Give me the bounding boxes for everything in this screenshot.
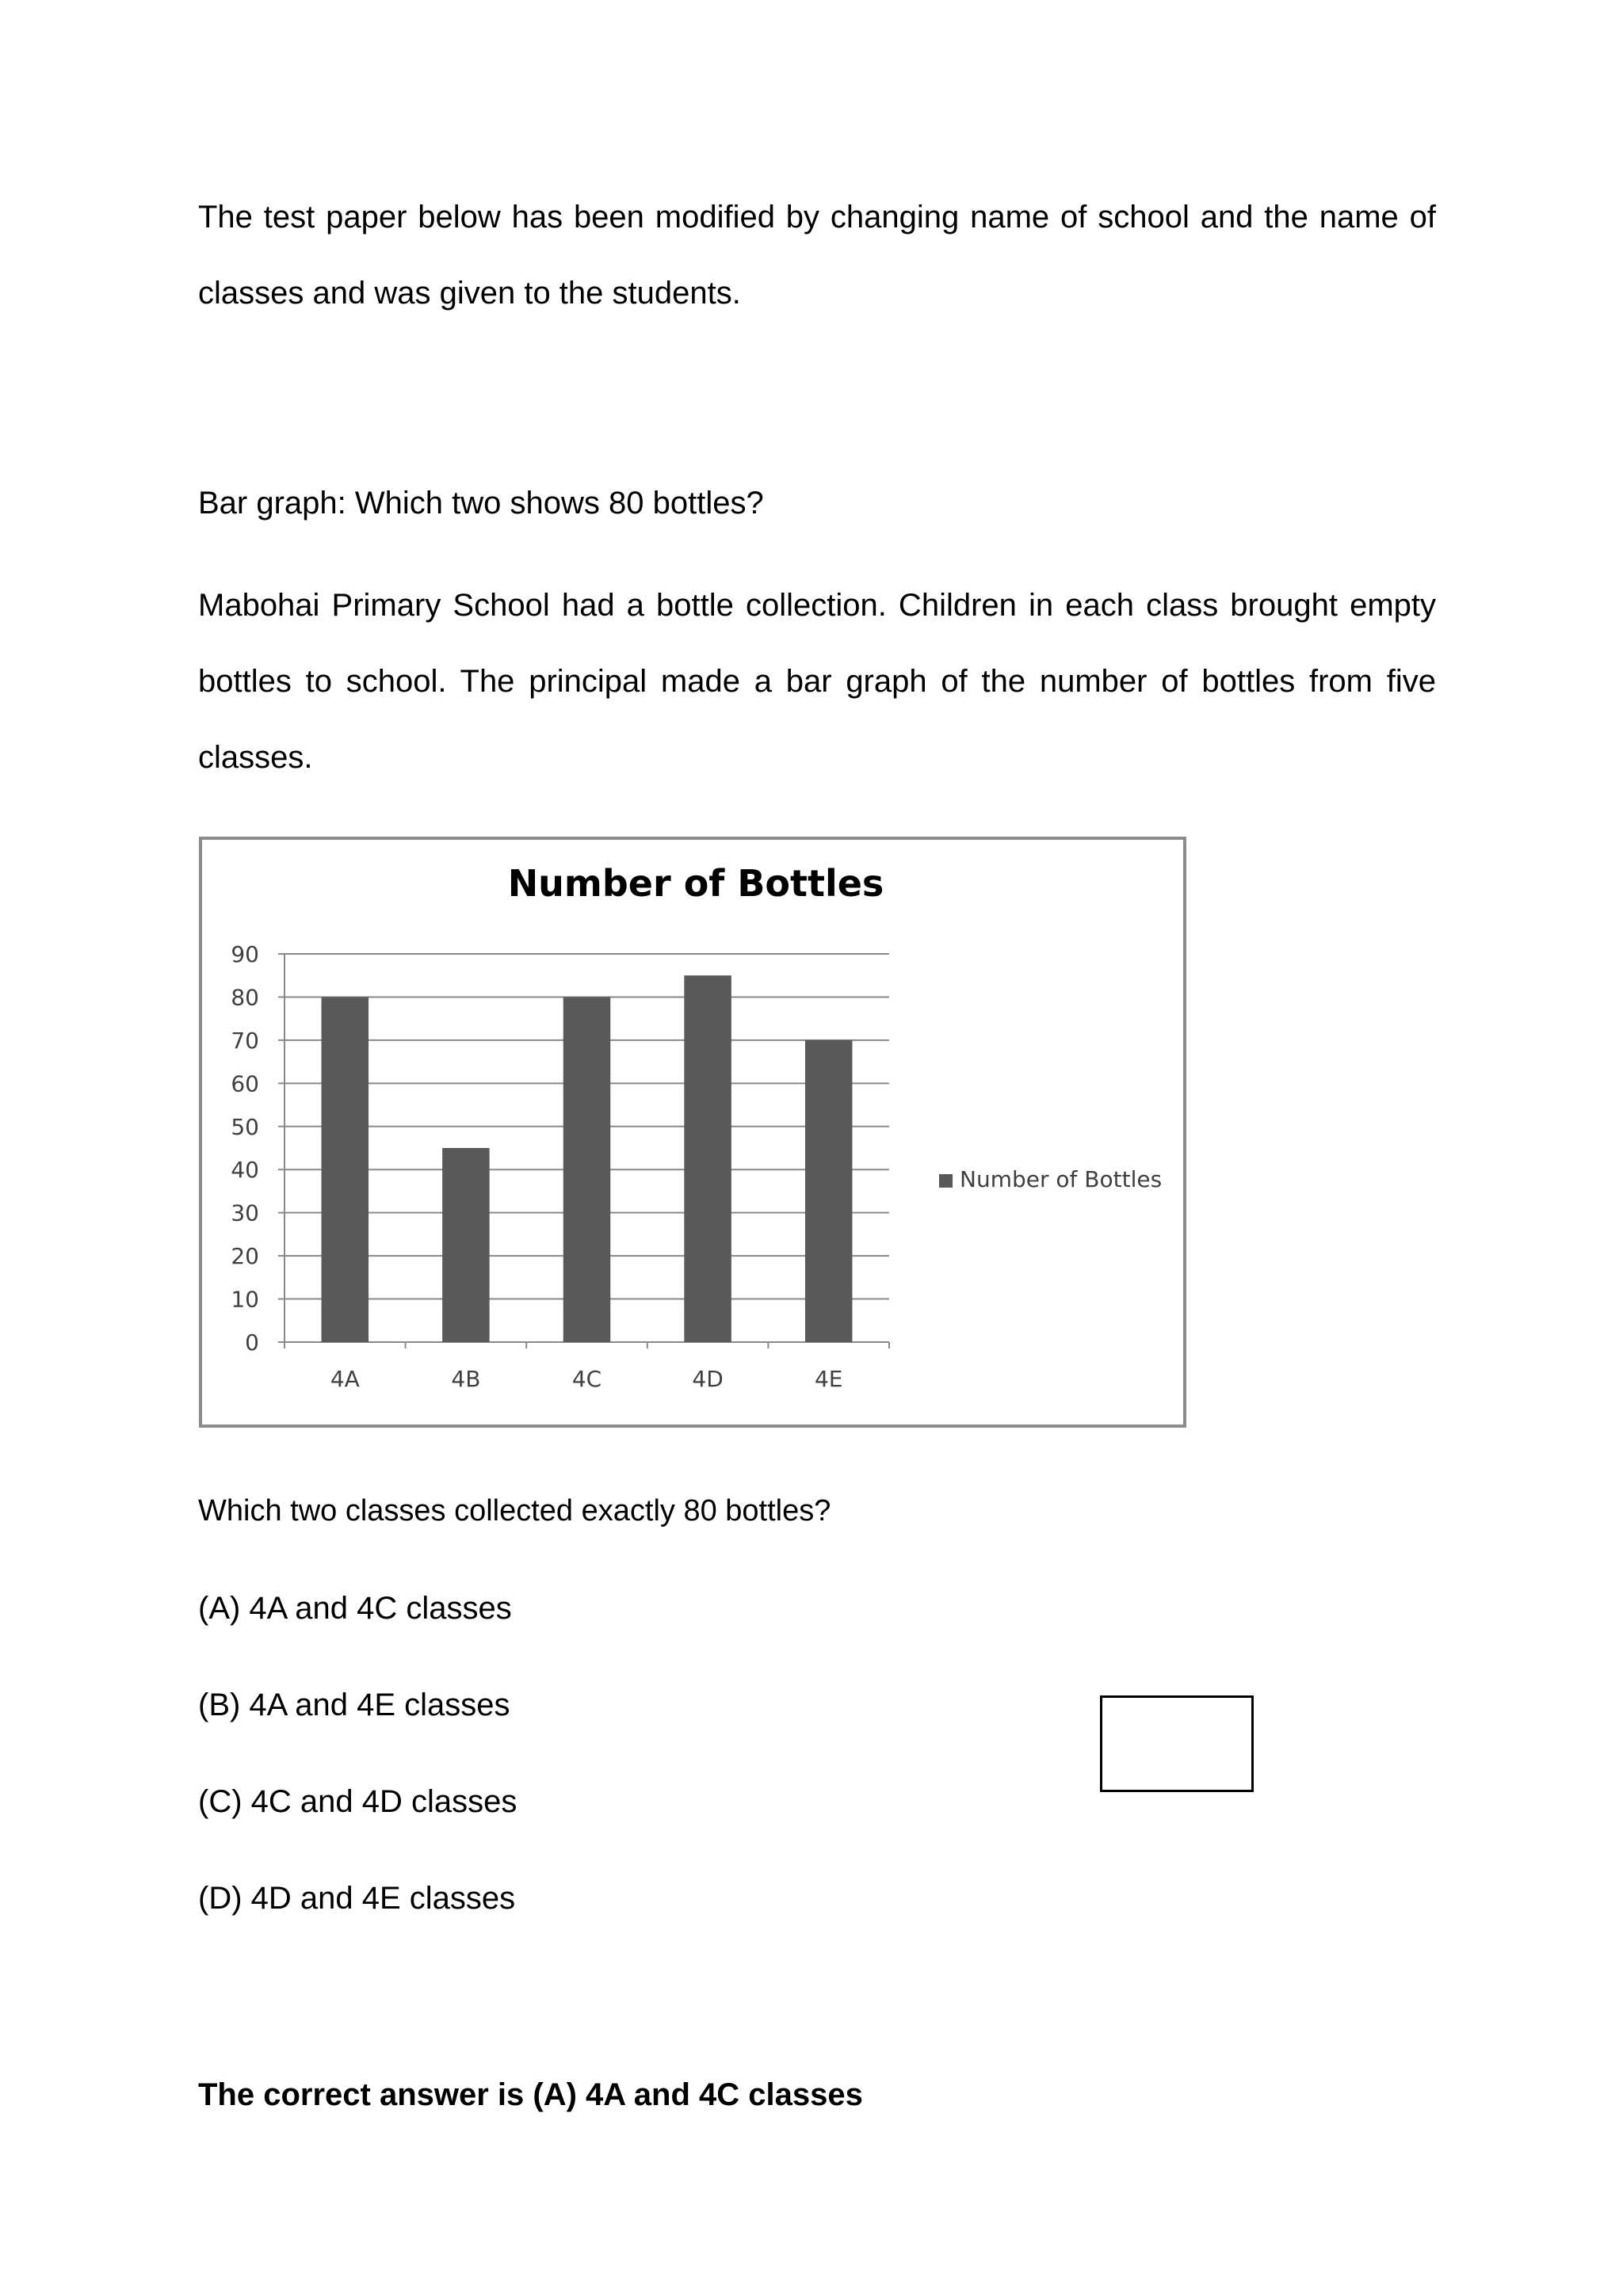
x-tick-label: 4D [692,1366,724,1392]
bar-chart [199,837,1186,1428]
chart-title: Number of Bottles [507,862,884,905]
y-tick-label: 0 [245,1329,259,1356]
option-b: (B) 4A and 4E classes [198,1688,510,1722]
legend-label: Number of Bottles [960,1166,1163,1192]
bar-4c [563,997,611,1342]
y-tick-label: 90 [231,941,259,967]
y-tick-label: 40 [231,1157,259,1184]
legend-swatch [939,1174,953,1188]
y-tick-label: 20 [231,1243,259,1270]
legend [939,1166,1162,1192]
option-d: (D) 4D and 4E classes [198,1881,516,1916]
bar-4a [322,997,369,1342]
question-text: Which two classes collected exactly 80 bottles? [198,1494,831,1527]
x-tick-label: 4E [814,1366,843,1392]
bar-4d [684,975,731,1342]
bars [322,975,853,1342]
bar-chart-svg [202,840,1190,1431]
answer-box[interactable] [1100,1695,1254,1792]
y-tick-label: 10 [231,1286,259,1313]
y-tick-label: 70 [231,1027,259,1054]
bar-4b [442,1148,490,1342]
y-tick-label: 60 [231,1070,259,1097]
bar-4e [805,1040,853,1342]
y-tick-label: 80 [231,984,259,1011]
y-tick-label: 50 [231,1113,259,1140]
y-tick-label: 30 [231,1199,259,1226]
option-a: (A) 4A and 4C classes [198,1591,512,1626]
intro-paragraph: The test paper below has been modified by changing name of school and the name of classes and was given to the students. [198,200,1436,311]
story-paragraph: Mabohai Primary School had a bottle collection. Children in each class brought empty bottles to school. The principal made a bar graph of the number of bottles from five classes. [198,588,1436,775]
x-tick-label: 4C [571,1366,602,1392]
x-tick-label: 4B [451,1366,481,1392]
correct-answer: The correct answer is (A) 4A and 4C classes [198,2077,863,2112]
question-heading: Bar graph: Which two shows 80 bottles? [198,486,764,521]
option-c: (C) 4C and 4D classes [198,1784,517,1819]
x-tick-label: 4A [330,1366,360,1392]
